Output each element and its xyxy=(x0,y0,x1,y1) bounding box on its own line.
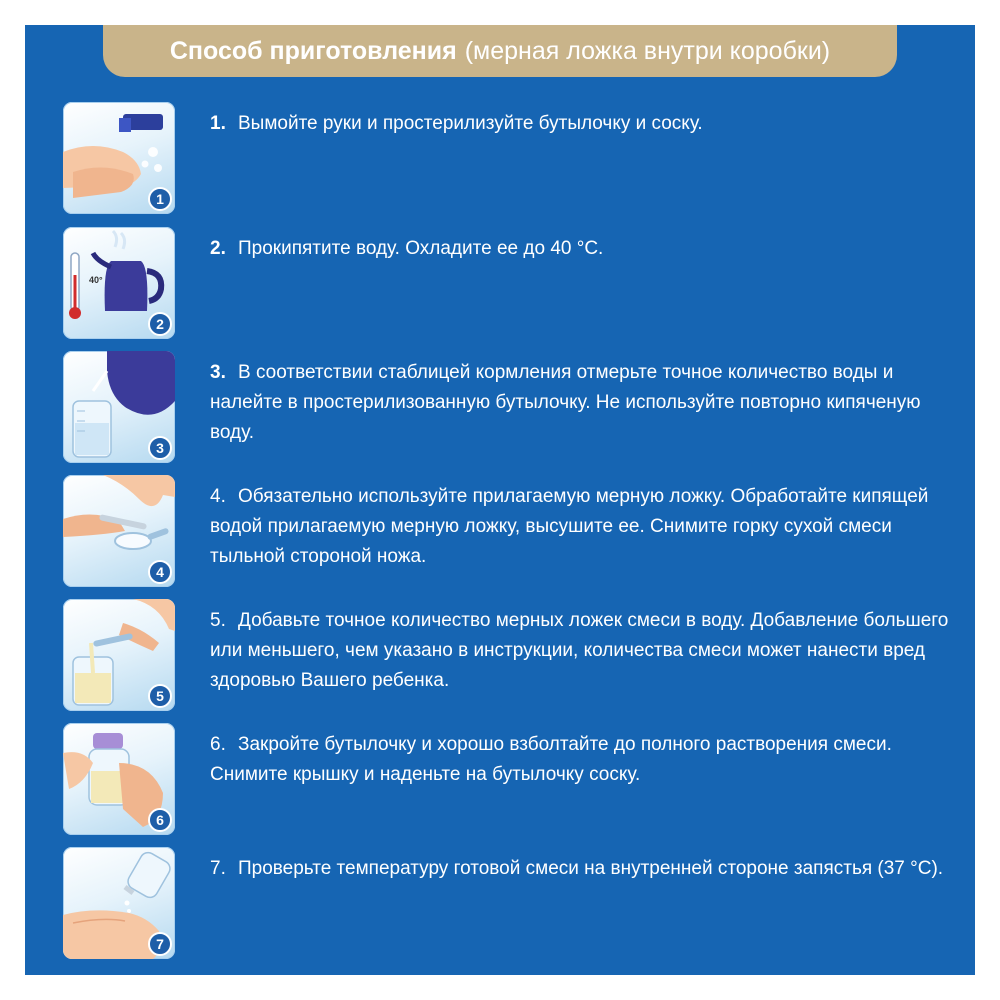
step-number: 3. xyxy=(210,362,226,383)
step-3 xyxy=(0,351,1000,463)
step-7 xyxy=(0,847,1000,959)
step-2 xyxy=(0,227,1000,339)
step-1-illustration xyxy=(63,102,175,214)
step-4 xyxy=(0,475,1000,587)
step-badge: 5 xyxy=(148,684,172,708)
step-6 xyxy=(0,723,1000,835)
step-description: Добавьте точное количество мерных ложек смеси в воду. Добавление большего или меньшего, чем указано в инструкции, количества смеси может нанести вред здоровью Вашего ребенка. xyxy=(210,610,949,691)
step-5-text xyxy=(210,606,950,696)
step-6-illustration xyxy=(63,723,175,835)
title-bold: Способ приготовления xyxy=(169,36,457,65)
step-description: Обязательно используйте прилагаемую мерную ложку. Обработайте кипящей водой прилагаемую мерную ложку, высушите ее. Снимите горку сухой смеси тыльной стороной ножа. xyxy=(210,486,929,567)
step-description: Закройте бутылочку и хорошо взболтайте до полного растворения смеси. Снимите крышку и наденьте на бутылочку соску. xyxy=(210,734,892,785)
step-3-text xyxy=(210,358,950,448)
step-description: В соответствии стаблицей кормления отмерьте точное количество воды и налейте в простерилизованную бутылочку. Не используйте повторно кипяченую воду. xyxy=(210,362,921,443)
step-4-illustration xyxy=(63,475,175,587)
step-1 xyxy=(0,102,1000,214)
step-badge: 4 xyxy=(148,560,172,584)
title-subtitle: (мерная ложка внутри коробки) xyxy=(464,36,831,65)
step-7-illustration xyxy=(63,847,175,959)
step-badge: 6 xyxy=(148,808,172,832)
step-5 xyxy=(0,599,1000,711)
step-description: Прокипятите воду. Охладите ее до 40 °С. xyxy=(238,238,604,259)
title-bar xyxy=(103,25,897,77)
step-badge: 7 xyxy=(148,932,172,956)
step-2-text xyxy=(210,234,950,264)
step-number: 7. xyxy=(210,858,226,879)
step-number: 4. xyxy=(210,486,226,507)
step-number: 1. xyxy=(210,113,226,134)
step-1-text xyxy=(210,109,950,139)
step-number: 5. xyxy=(210,610,226,631)
step-number: 6. xyxy=(210,734,226,755)
step-3-illustration xyxy=(63,351,175,463)
step-number: 2. xyxy=(210,238,226,259)
step-badge: 1 xyxy=(148,187,172,211)
step-5-illustration xyxy=(63,599,175,711)
step-badge: 3 xyxy=(148,436,172,460)
step-badge: 2 xyxy=(148,312,172,336)
step-6-text xyxy=(210,730,950,790)
step-4-text xyxy=(210,482,950,572)
step-description: Вымойте руки и простерилизуйте бутылочку и соску. xyxy=(238,113,703,134)
svg-text:40°: 40° xyxy=(89,275,103,285)
step-description: Проверьте температуру готовой смеси на внутренней стороне запястья (37 °С). xyxy=(238,858,944,879)
step-2-illustration xyxy=(63,227,175,339)
step-7-text xyxy=(210,854,950,884)
